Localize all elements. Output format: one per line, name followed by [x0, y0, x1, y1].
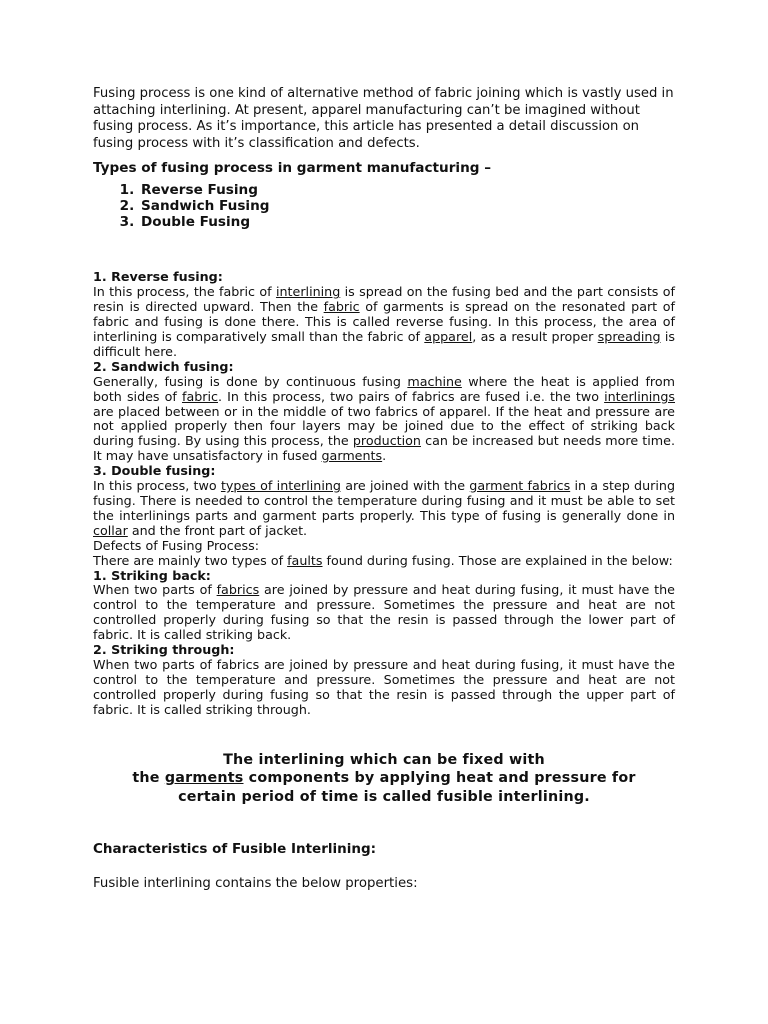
fabric-link[interactable]: fabric — [323, 299, 360, 315]
striking-through-heading: 2. Striking through: — [93, 642, 235, 658]
list-item: 2. Sandwich Fusing — [139, 199, 675, 215]
double-fusing-paragraph: In this process, two types of interlining are joined with the garment fabrics in a step during fusing. There is needed to control the temperature during fusing and it must be able to set the interlinings parts and garment parts properly. This type of fusing is generally done in collar and the front part of jacket. — [93, 478, 675, 538]
fabrics-link[interactable]: fabrics — [216, 582, 260, 598]
list-item: 1. Reverse Fusing — [139, 183, 675, 199]
garments-link[interactable]: garments — [321, 448, 383, 464]
double-fusing-heading: 3. Double fusing: — [93, 463, 216, 479]
intro-paragraph: Fusing process is one kind of alternative method of fabric joining which is vastly used in attaching interlining. At present, apparel manufacturing can’t be imagined without fusing process. As it’s importance, this article has presented a detail discussion on fusing process with it’s classification and defects. — [93, 86, 674, 151]
document-page — [93, 86, 675, 892]
striking-back-heading: 1. Striking back: — [93, 567, 211, 583]
spreading-link[interactable]: spreading — [597, 329, 661, 345]
characteristics-heading: Characteristics of Fusible Interlining: — [93, 841, 377, 858]
sandwich-fusing-heading: 2. Sandwich fusing: — [93, 358, 234, 374]
machine-link[interactable]: machine — [407, 373, 462, 389]
reverse-fusing-paragraph: In this process, the fabric of interlining is spread on the fusing bed and the part consists of resin is directed upward. Then the fabric of garments is spread on the resonated part of fabric and fusing is done there. This is called reverse fusing. In this process, the area of interlining is comparatively small than the fabric of apparel, as a result proper spreading is difficult here. — [93, 284, 675, 359]
production-link[interactable]: production — [352, 433, 421, 449]
definition-line: certain period of time is called fusible interlining. — [178, 788, 590, 805]
collar-link[interactable]: collar — [93, 522, 128, 538]
interlining-link[interactable]: interlining — [275, 284, 341, 300]
fusing-types-list — [93, 183, 675, 230]
definition-line: The interlining which can be fixed with — [223, 751, 545, 768]
defects-paragraph: There are mainly two types of faults found during fusing. Those are explained in the below: — [93, 552, 673, 568]
definition-line: the garments components by applying heat and pressure for — [132, 770, 636, 787]
list-item: 3. Double Fusing — [139, 215, 675, 231]
types-heading: Types of fusing process in garment manufacturing – — [93, 160, 492, 176]
article-body — [93, 270, 675, 717]
reverse-fusing-heading: 1. Reverse fusing: — [93, 269, 223, 285]
fusible-properties-text: Fusible interlining contains the below properties: — [93, 876, 418, 892]
fabric-link[interactable]: fabric — [181, 388, 218, 404]
interlinings-link[interactable]: interlinings — [604, 388, 675, 404]
striking-back-paragraph: When two parts of fabrics are joined by pressure and heat during fusing, it must have the control to the temperature and pressure. Sometimes the pressure and heat are not controlled properly during fusing so that the resin is passed through the lower part of fabric. It is called striking back. — [93, 582, 675, 643]
sandwich-fusing-paragraph: Generally, fusing is done by continuous fusing machine where the heat is applied from both sides of fabric. In this process, two pairs of fabrics are fused i.e. the two interlinings are placed between or in the middle of two fabrics of apparel. If the heat and pressure are not applied properly then four layers may be joined due to the effect of striking back during fusing. By using this process, the production can be increased but needs more time. It may have unsatisfactory in fused garments. — [93, 373, 675, 464]
garment-fabrics-link[interactable]: garment fabrics — [469, 478, 571, 494]
fusible-interlining-definition — [93, 751, 675, 807]
striking-through-paragraph: When two parts of fabrics are joined by pressure and heat during fusing, it must have the control to the temperature and pressure. Sometimes the pressure and heat are not controlled properly during fusing so that the resin is passed through the upper part of fabric. It is called striking through. — [93, 656, 675, 717]
garments-link[interactable]: garments — [164, 770, 244, 787]
apparel-link[interactable]: apparel — [424, 329, 473, 345]
faults-link[interactable]: faults — [287, 552, 323, 568]
types-of-interlining-link[interactable]: types of interlining — [220, 478, 341, 494]
defects-title: Defects of Fusing Process: — [93, 537, 260, 553]
